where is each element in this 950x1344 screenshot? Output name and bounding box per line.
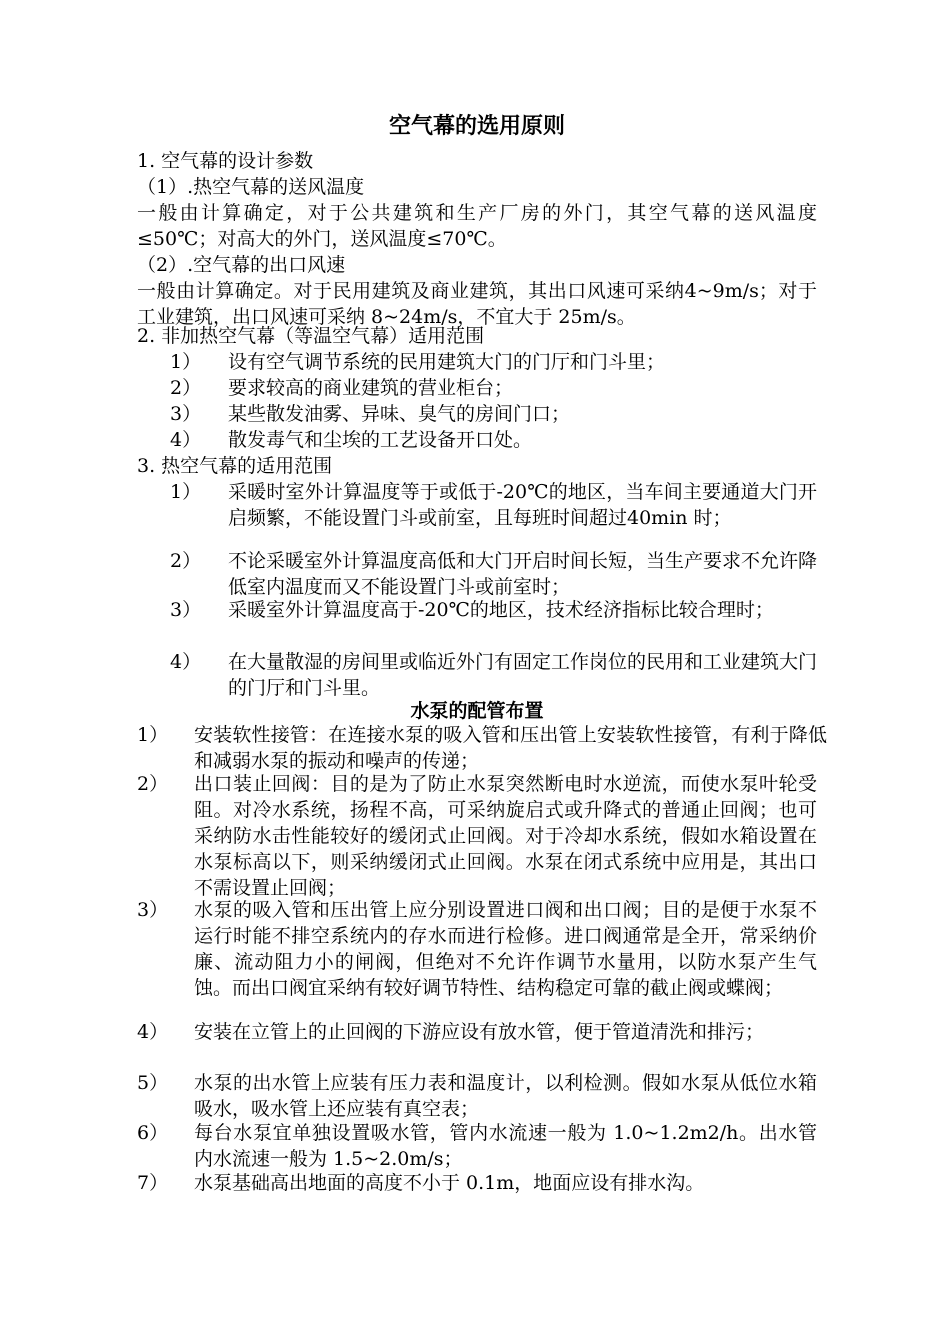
list-item-text: 安装软性接管：在连接水泵的吸入管和压出管上安装软性接管，有利于降低和减弱水泵的振动和噪声的传递；	[194, 724, 827, 772]
list-item-number: 1）	[137, 724, 169, 746]
list-item-text: 不论采暖室外计算温度高低和大门开启时间长短，当生产要求不允许降低室内温度而又不能设置门斗或前室时；	[228, 550, 818, 598]
list-item-text: 设有空气调节系统的民用建筑大门的门厅和门斗里；	[228, 351, 666, 373]
section3-heading: 3. 热空气幕的适用范围	[137, 455, 333, 477]
section2-heading: 2. 非加热空气幕（等温空气幕）适用范围	[137, 325, 485, 347]
list-item	[170, 375, 817, 401]
list-item-text: 采暖时室外计算温度等于或低于-20℃的地区，当车间主要通道大门开启频繁，不能设置门斗或前室，且每班时间超过40min 时；	[228, 481, 817, 529]
list-item	[170, 427, 817, 453]
list-item	[137, 897, 817, 1027]
section1-sub2-text: 一般由计算确定。对于民用建筑及商业建筑，其出口风速可采纳4~9m/s；对于工业建筑，出口风速可采纳 8~24m/s，不宜大于 25m/s。	[137, 280, 817, 328]
list-item-text: 水泵基础高出地面的高度不小于 0.1m，地面应设有排水沟。	[194, 1172, 705, 1194]
list-item-text: 出口装止回阀：目的是为了防止水泵突然断电时水逆流，而使水泵叶轮受阻。对冷水系统，扬程不高，可采纳旋启式或升降式的普通止回阀；也可采纳防水击性能较好的缓闭式止回阀。对于冷却水系统，假如水箱设置在水泵标高以下，则采纳缓闭式止回阀。水泵在闭式系统中应用是，其出口不需设置止回阀；	[194, 773, 817, 899]
list-item-text: 每台水泵宜单独设置吸水管，管内水流速一般为 1.0~1.2m2/h。出水管内水流速一般为 1.5~2.0m/s；	[194, 1122, 817, 1170]
list-item-number: 4）	[137, 1021, 169, 1043]
list-item-number: 4）	[170, 429, 202, 451]
list-item	[137, 1070, 817, 1122]
list-item-number: 3）	[170, 403, 202, 425]
list-item	[170, 401, 817, 427]
list-item	[137, 1170, 817, 1196]
list-item-text: 散发毒气和尘埃的工艺设备开口处。	[228, 429, 533, 451]
list-item-number: 1）	[170, 351, 202, 373]
list-item	[170, 479, 817, 557]
list-item-text: 水泵的出水管上应装有压力表和温度计，以利检测。假如水泵从低位水箱吸水，吸水管上还应装有真空表；	[194, 1072, 817, 1120]
list-item	[170, 649, 817, 701]
section1-heading: 1. 空气幕的设计参数	[137, 150, 314, 172]
section1-sub2-heading: （2）.空气幕的出口风速	[137, 254, 346, 276]
list-item-number: 3）	[170, 599, 202, 621]
list-item-number: 6）	[137, 1122, 169, 1144]
list-item	[137, 1019, 817, 1071]
list-item	[170, 548, 817, 600]
section1-sub1-text: 一般由计算确定，对于公共建筑和生产厂房的外门，其空气幕的送风温度≤50℃；对高大的外门，送风温度≤70℃。	[137, 202, 817, 250]
page-title: 空气幕的选用原则	[388, 113, 565, 139]
pump-section-heading: 水泵的配管布置	[410, 700, 544, 722]
list-item-text: 安装在立管上的止回阀的下游应设有放水管，便于管道清洗和排污；	[194, 1021, 765, 1043]
list-item-number: 2）	[170, 550, 202, 572]
list-item-number: 7）	[137, 1172, 169, 1194]
list-item	[137, 771, 817, 901]
list-item	[137, 1120, 817, 1172]
list-item-text: 某些散发油雾、异味、臭气的房间门口；	[228, 403, 571, 425]
list-item-number: 5）	[137, 1072, 169, 1094]
list-item	[170, 597, 817, 649]
list-item-number: 2）	[170, 377, 202, 399]
list-item-text: 采暖室外计算温度高于-20℃的地区，技术经济指标比较合理时；	[228, 599, 774, 621]
list-item	[137, 722, 827, 774]
list-item-number: 3）	[137, 899, 169, 921]
list-item-number: 1）	[170, 481, 202, 503]
list-item-number: 4）	[170, 651, 202, 673]
list-item-text: 要求较高的商业建筑的营业柜台；	[228, 377, 514, 399]
list-item-text: 在大量散湿的房间里或临近外门有固定工作岗位的民用和工业建筑大门的门厅和门斗里。	[228, 651, 818, 699]
list-item	[170, 349, 817, 375]
list-item-text: 水泵的吸入管和压出管上应分别设置进口阀和出口阀；目的是便于水泵不运行时能不排空系统内的存水而进行检修。进口阀通常是全开，常采纳价廉、流动阻力小的闸阀，但绝对不允许作调节水量用，以防水泵产生气蚀。而出口阀宜采纳有较好调节特性、结构稳定可靠的截止阀或蝶阀；	[194, 899, 817, 999]
list-item-number: 2）	[137, 773, 169, 795]
section1-sub1-heading: （1）.热空气幕的送风温度	[137, 176, 365, 198]
